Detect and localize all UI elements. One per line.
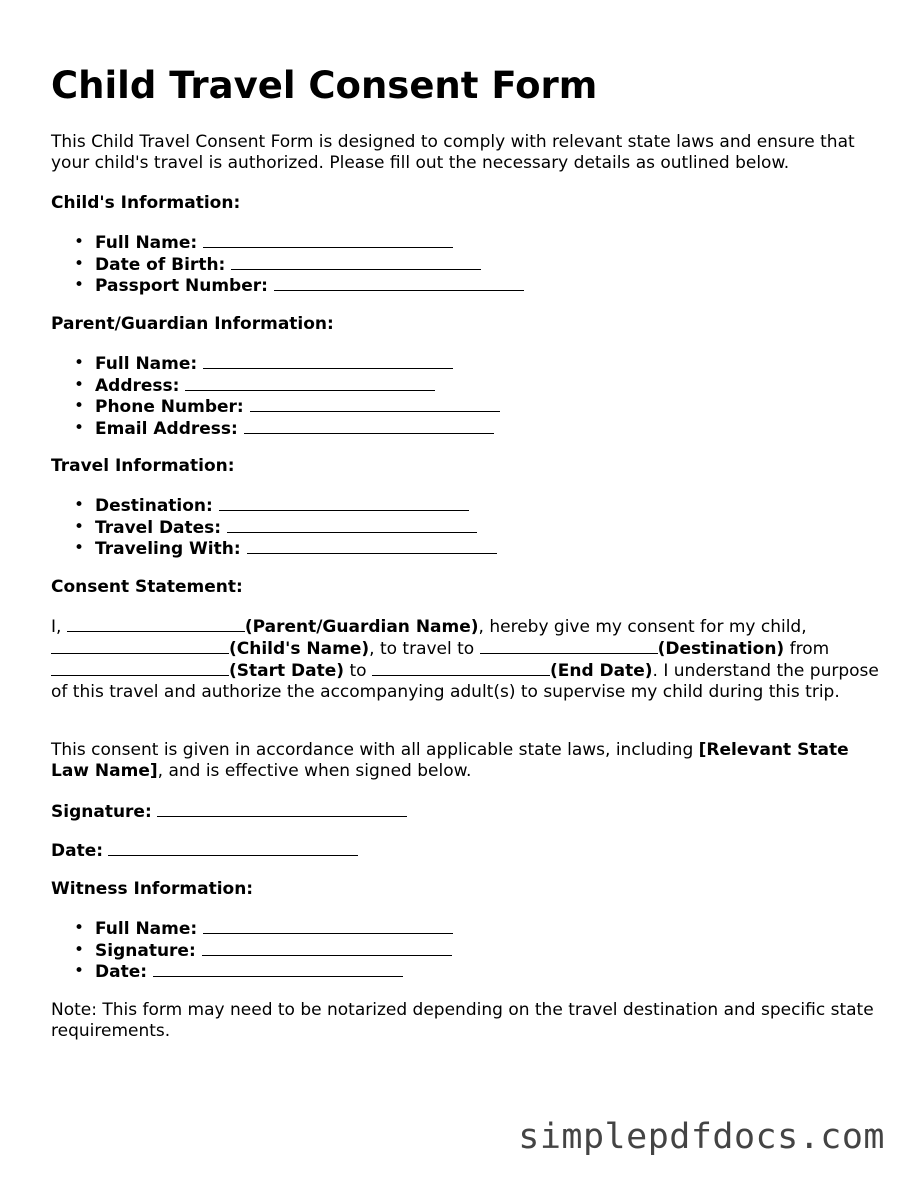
list-item[interactable]: • Email Address: (51, 418, 500, 440)
parent-fields-list (51, 353, 500, 439)
consent-paragraph: I, (Parent/Guardian Name), hereby give my consent for my child, (Child's Name), to travel to (Destination) from (Start Date) to (End Date). I understand the purpose of this travel and authorize the accompanying adult(s) to supervise my child during this trip. (51, 617, 879, 702)
page-title: Child Travel Consent Form (51, 64, 598, 107)
list-item[interactable]: • Travel Dates: (51, 517, 497, 539)
note-paragraph: Note: This form may need to be notarized depending on the travel destination and specific state requirements. (51, 1000, 874, 1041)
date-line[interactable]: Date: (51, 840, 358, 862)
child-section-heading: Child's Information: (51, 193, 241, 213)
travel-fields-list (51, 495, 497, 560)
list-item[interactable]: • Phone Number: (51, 396, 500, 418)
parent-name-blank[interactable] (67, 616, 245, 632)
list-item[interactable]: • Full Name: (51, 918, 453, 940)
list-item[interactable]: • Date of Birth: (51, 254, 524, 276)
watermark-text: simplepdfdocs.com (518, 1117, 885, 1157)
list-item[interactable]: • Full Name: (51, 353, 500, 375)
list-item[interactable]: • Destination: (51, 495, 497, 517)
parent-section-heading: Parent/Guardian Information: (51, 314, 334, 334)
list-item[interactable]: • Date: (51, 961, 453, 983)
list-item[interactable]: • Signature: (51, 940, 453, 962)
intro-paragraph: This Child Travel Consent Form is designed to comply with relevant state laws and ensure that your child's travel is authorized. Please fill out the necessary details as outlined below. (51, 132, 855, 173)
travel-section-heading: Travel Information: (51, 456, 235, 476)
list-item[interactable]: • Address: (51, 375, 500, 397)
witness-section-heading: Witness Information: (51, 879, 254, 899)
list-item[interactable]: • Full Name: (51, 232, 524, 254)
end-date-blank[interactable] (372, 660, 550, 676)
witness-fields-list (51, 918, 453, 983)
list-item[interactable]: • Passport Number: (51, 275, 524, 297)
signature-line[interactable]: Signature: (51, 801, 407, 823)
law-paragraph: This consent is given in accordance with all applicable state laws, including [Relevant State Law Name], and is effective when signed below. (51, 740, 849, 781)
start-date-blank[interactable] (51, 660, 229, 676)
destination-blank[interactable] (480, 638, 658, 654)
child-name-blank[interactable] (51, 638, 229, 654)
list-item[interactable]: • Traveling With: (51, 538, 497, 560)
consent-section-heading: Consent Statement: (51, 577, 243, 597)
child-fields-list (51, 232, 524, 297)
